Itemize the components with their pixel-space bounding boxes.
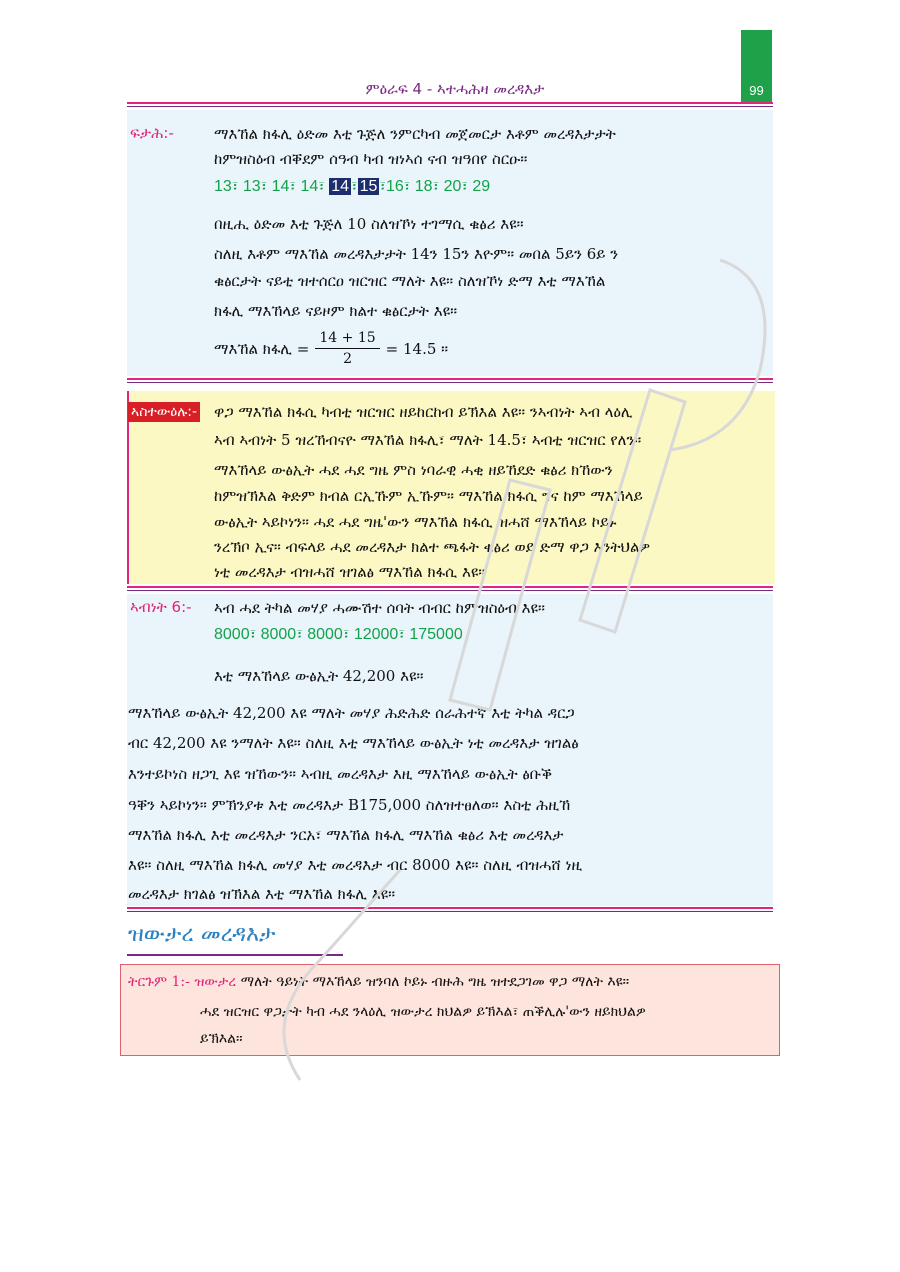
list-item: 12000 — [353, 626, 399, 643]
body-para-line-6: እዩ። ስለዚ ማእኸል ክፋሊ መሃያ እቲ መረዳእታ ብር 8000 እዩ። ስለዚ ብዝሓሸ ነዚ — [128, 856, 583, 874]
chapter-header-title: ምዕራፍ 4 - ኣተሓሕዛ መረዳእታ — [365, 80, 545, 98]
reminder-line-2: ኣብ ኣብነት 5 ዝረኸብናዮ ማእኸል ክፋሊ፣ ማለት 14.5፣ ኣብቲ ዝርዝር የለን። — [214, 431, 642, 449]
solution-line-2: ከምዝስዕብ ብቐደም ሰዓብ ካብ ዝነኣሰ ናብ ዝዓበየ ስርዑ። — [214, 150, 528, 168]
formula-fraction — [315, 328, 379, 369]
formula-result: = 14.5 ። — [385, 339, 449, 358]
divider — [127, 586, 773, 588]
definition-line-1 — [128, 966, 773, 998]
list-item: 29 — [472, 178, 491, 195]
reminder-label: ኣስተውዕሉ:- — [128, 402, 200, 422]
reminder-line-6: ንረኽቦ ኢና። ብፍላይ ሓደ መረዳእታ ክልተ ጫፋት ቁፅሪ ወይ ድማ ዋጋ እንትህልዎ — [214, 538, 651, 556]
list-item: 175000 — [409, 626, 463, 643]
list-item: 8000 — [214, 626, 250, 643]
divider-thin — [127, 911, 773, 912]
body-para-line-5: ማእኸል ክፋሊ እቲ መረዳእታ ንርአ፣ ማእኸል ክፋሊ ማእኸል ቁፅሪ እቲ መረዳእታ — [128, 826, 564, 844]
reminder-line-4: ከምዝኽእል ቅድም ክብል ርኢኹም ኢኹም። ማእኸል ክፋሲ ግና ከም ማእኸላይ — [214, 487, 643, 505]
list-item: 8000 — [260, 626, 297, 643]
definition-label: ትርጉም 1:- — [128, 974, 190, 990]
body-para-line-1: ማእኸላይ ውፅኢት 42,200 እዩ ማለት መሃያ ሕድሕድ ሰራሕተኛ እቲ ትካል ዳርጋ — [128, 704, 575, 722]
formula-denominator: 2 — [343, 351, 352, 367]
header-rule-thin — [127, 106, 773, 107]
body-para-line-7: መረዳእታ ክገልፅ ዝኽእል እቲ ማእኸል ክፋሊ እዩ። — [128, 885, 396, 903]
reminder-line-7: ነቲ መረዳእታ ብዝሓሸ ዝገልፅ ማእኸል ክፋሲ እዩ። — [214, 563, 486, 581]
list-item: 14 — [271, 178, 290, 195]
section-title-underline — [127, 954, 343, 956]
body-para-line-4: ዓቐን ኣይኮነን። ምኽንያቱ እቲ መረዳእታ B175,000 ስለዝተፀለወ። እስቲ ሕዚኸ — [128, 796, 571, 814]
list-item: 16 — [385, 178, 404, 195]
formula-prefix: ማእኸል ክፋሊ = — [214, 339, 310, 358]
highlighted-middle-value: 15 — [359, 178, 378, 195]
divider — [127, 378, 773, 380]
solution-para-2-line-1: ስለዚ እቶም ማእኸል መረዳእታታት 14ን 15ን እዮም። መበል 5ይን 6ይ ን — [214, 245, 619, 263]
highlighted-middle-value: 14 — [331, 178, 350, 195]
reminder-line-3: ማእኸላይ ውፅኢት ሓደ ሓደ ግዜ ምስ ነባራዊ ሓቂ ዘይኸደድ ቁፅሪ ክኸውን — [214, 461, 613, 479]
body-para-line-3: እንተይኮነስ ዘጋጊ እዩ ዝኸውን። ኣብዚ መረዳእታ እዚ ማእኸላይ ውፅኢት ፅቡቕ — [128, 765, 553, 783]
example-line-2: እቲ ማእኸላይ ውፅኢት 42,200 እዩ። — [214, 667, 424, 685]
reminder-line-1: ዋጋ ማእኸል ክፋሲ ካብቲ ዝርዝር ዘይከርከብ ይኽእል እዩ። ንኣብነት ኣብ ላዕሊ — [214, 403, 633, 421]
solution-line-1: ማእኸል ክፋሊ ዕድመ እቲ ጉጅለ ንምርካብ መጀመርታ እቶም መረዳእታታት — [214, 125, 616, 143]
solution-para-1: በዚሒ ዕድመ እቲ ጉጅለ 10 ስለዝኾነ ተገማሲ ቁፅሪ እዩ። — [214, 215, 524, 233]
definition-line-3: ይኽእል። — [200, 1031, 243, 1047]
formula-numerator: 14 + 15 — [315, 328, 379, 349]
reminder-line-5: ውፅኢት ኣይኮነን። ሓደ ሓደ ግዜ'ውን ማእኸል ክፋሲ ዝሓሸ ማእኸላይ ኮይኑ — [214, 513, 617, 531]
list-item: 13 — [242, 178, 261, 195]
list-item: 20 — [443, 178, 462, 195]
page-number-tab — [741, 30, 772, 104]
definition-text: ማለት ዓይነት ማእኸላይ ዝንባለ ኮይኑ ብዙሕ ግዜ ዝተደጋገመ ዋጋ ማለት እዩ። — [240, 974, 630, 990]
divider — [127, 907, 773, 909]
list-item: 8000 — [307, 626, 343, 643]
list-item: 13 — [214, 178, 232, 195]
example-label: ኣብነት 6:- — [130, 598, 192, 616]
list-item: 18 — [414, 178, 433, 195]
definition-term: ዝውታረ — [194, 974, 237, 990]
median-formula — [214, 328, 448, 369]
header-rule — [127, 102, 773, 104]
solution-para-2-line-2: ቁፅርታት ናይቲ ዝተሰርዐ ዝርዝር ማለት እዩ። ስለዝኾነ ድማ እቲ ማእኸል — [214, 272, 606, 290]
sorted-number-list: 13፣ 13፣ 14፣ 14፣ 14 ፣ 15 ፣16፣ 18፣ 20፣ 29 — [214, 178, 491, 195]
solution-label: ፍታሕ:- — [130, 124, 174, 142]
solution-para-3: ክፋሊ ማእኸላይ ናይዞም ክልተ ቁፅርታት እዩ። — [214, 302, 458, 320]
section-title: ዝውታረ መረዳእታ — [128, 922, 276, 947]
example-line-1: ኣብ ሓደ ትካል መሃያ ሓሙሽተ ሰባት ብብር ከምዝስዕብ እዩ። — [214, 599, 546, 617]
definition-line-2: ሓደ ዝርዝር ዋጋታት ካብ ሓደ ንላዕሊ ዝውታረ ክህልዎ ይኽእል፣ ጠቕሊሉ'ውን ዘይክህልዎ — [200, 1004, 646, 1020]
page-number: 99 — [749, 83, 764, 98]
list-item: 14 — [300, 178, 319, 195]
body-para-line-2: ብር 42,200 እዩ ንማለት እዩ። ስለዚ እቲ ማእኸላይ ውፅኢት ነቲ መረዳእታ ዝገልፅ — [128, 734, 579, 752]
divider-thin — [127, 382, 773, 383]
salary-list: 8000፣ 8000፣ 8000፣ 12000፣ 175000 — [214, 626, 463, 643]
divider-thin — [127, 590, 773, 591]
